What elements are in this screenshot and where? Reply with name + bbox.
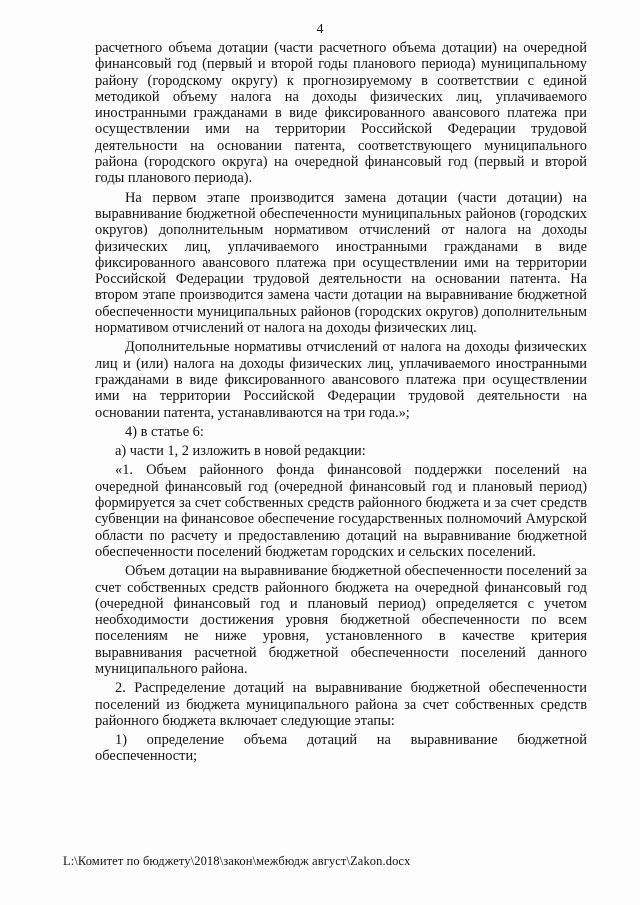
paragraph-2: На первом этапе производится замена дотации (части дотации) на выравнивание бюджетной обеспеченности муниципальных районов (городских округов) дополнительным нормативом отчислений от налога на доходы физических лиц, уплачиваемого иностранными гражданами в виде фиксированного авансового платежа при осуществлении ими на территории Российской Федерации трудовой деятельности на основании патента. На втором этапе производится замена части дотации на выравнивание бюджетной обеспеченности муниципальных районов (городских округов) дополнительным нормативом отчислений от налога на доходы физических лиц. (95, 189, 587, 337)
paragraph-7: Объем дотации на выравнивание бюджетной обеспеченности поселений за счет собственных средств районного бюджета на очередной финансовый год (очередной финансовый год и плановый период) определяется с учетом необходимости достижения уровня бюджетной обеспеченности по всем поселениям не ниже уровня, установленного в качестве критерия выравнивания расчетной бюджетной обеспеченности поселений данного муниципального района. (95, 563, 587, 677)
paragraph-6: «1. Объем районного фонда финансовой поддержки поселений на очередной финансовый год (очередной финансовый год и плановый период) формируется за счет собственных средств районного бюджета и за счет средств субвенции на финансовое обеспечение государственных полномочий Амурской области по расчету и предоставлению дотаций на выравнивание бюджетной обеспеченности поселений бюджетам городских и сельских поселений. (95, 462, 587, 560)
paragraph-4: 4) в статье 6: (125, 423, 204, 440)
paragraph-1: расчетного объема дотации (части расчетного объема дотации) на очередной финансовый год (первый и второй годы планового периода) муниципальному району (городскому округу) к прогнозируемому в соответствии с единой методикой объему налога на доходы физических лиц, уплачиваемого иностранными гражданами в виде фиксированного авансового платежа при осуществлении ими на территории Российской Федерации трудовой деятельности на основании патента, соответствующего муниципального района (городского округа) на очередной финансовый год (первый и второй годы планового периода). (95, 40, 587, 187)
paragraph-9: 1) определение объема дотаций на выравнивание бюджетной обеспеченности; (95, 732, 587, 765)
paragraph-5: а) части 1, 2 изложить в новой редакции: (115, 443, 366, 460)
file-path-footer: L:\Комитет по бюджету\2018\закон\межбюдж август\Zakon.docx (63, 854, 411, 868)
page-number: 4 (316, 22, 324, 37)
document-body (95, 40, 587, 765)
paragraph-8: 2. Распределение дотаций на выравнивание бюджетной обеспеченности поселений из бюджета муниципального района за счет собственных средств районного бюджета включает следующие этапы: (95, 680, 587, 729)
paragraph-3: Дополнительные нормативы отчислений от налога на доходы физических лиц и (или) налога на доходы физических лиц, уплачиваемого иностранными гражданами в виде фиксированного авансового платежа при осуществлении ими на территории Российской Федерации трудовой деятельности на основании патента, устанавливаются на три года.»; (95, 339, 587, 421)
